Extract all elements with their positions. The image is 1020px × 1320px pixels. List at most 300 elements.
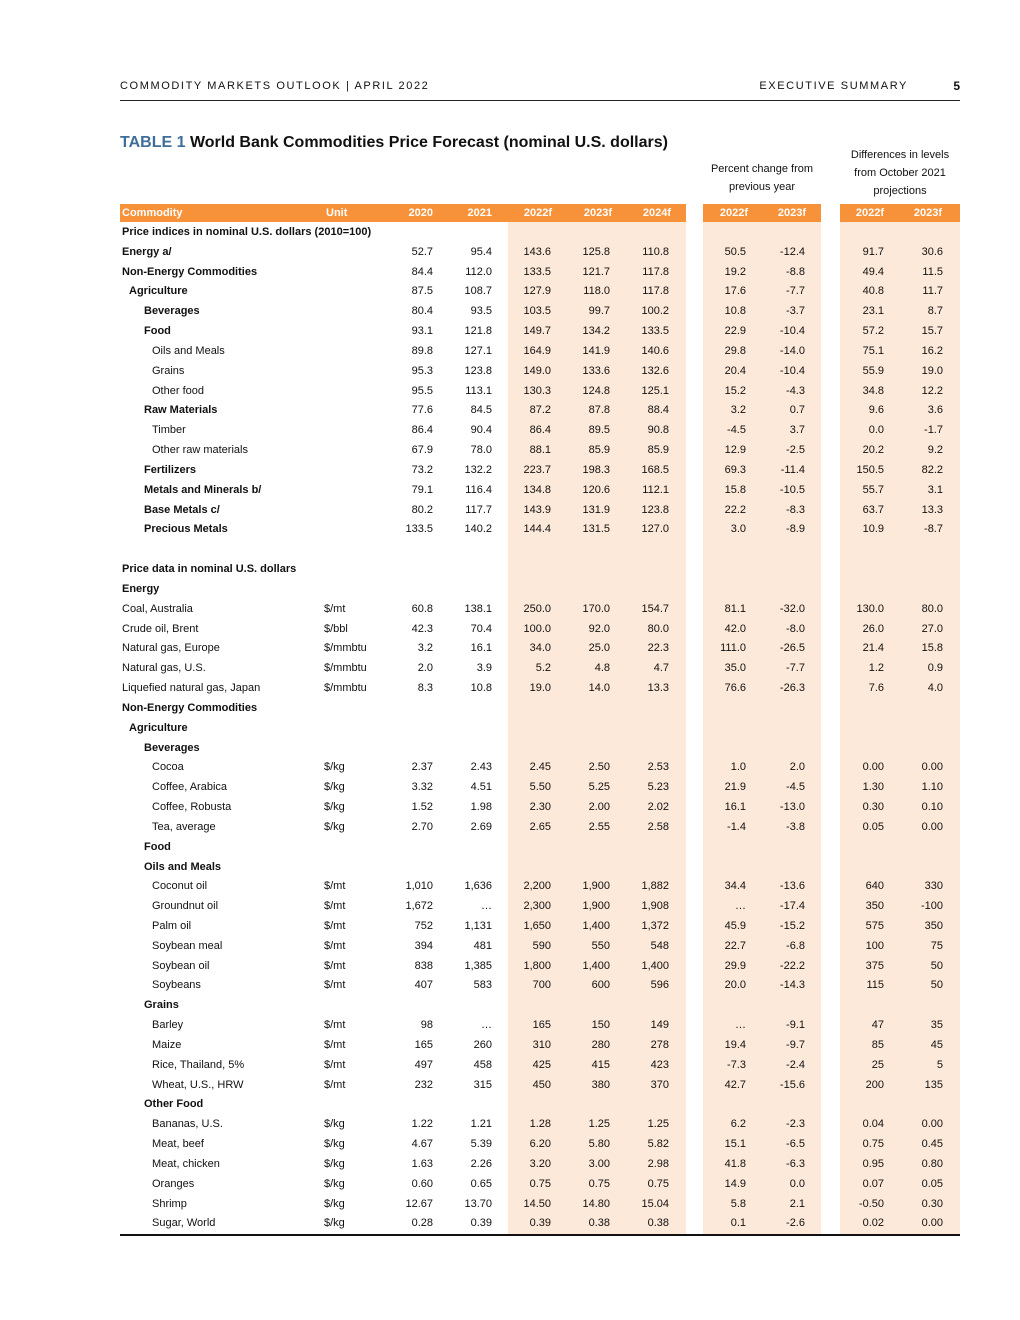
value-cell: 86.4	[529, 424, 551, 437]
value-cell: 85	[871, 1038, 884, 1051]
value-cell: -14.0	[779, 344, 805, 357]
value-cell: 93.1	[411, 325, 433, 338]
value-cell: 2.37	[411, 761, 433, 774]
table-row	[0, 1036, 1020, 1056]
value-cell: 407	[414, 979, 433, 992]
value-cell: -0.50	[858, 1197, 884, 1210]
unit-cell: $/mt	[324, 1019, 346, 1032]
value-cell: 117.7	[465, 503, 492, 516]
commodity-name: Metals and Minerals b/	[144, 483, 262, 496]
value-cell: 3.2	[730, 404, 746, 417]
value-cell: 78.0	[470, 444, 492, 457]
table-row	[0, 818, 1020, 838]
unit-cell: $/mmbtu	[324, 662, 367, 675]
value-cell: -2.3	[786, 1118, 805, 1131]
page-number: 5	[953, 79, 960, 93]
col-header-2023f: 2023f	[583, 207, 612, 219]
value-cell: 50	[930, 959, 943, 972]
value-cell: 0.00	[921, 820, 943, 833]
table-row	[0, 362, 1020, 382]
value-cell: 81.1	[724, 602, 746, 615]
value-cell: 380	[591, 1078, 610, 1091]
value-cell: 100	[865, 939, 884, 952]
value-cell: 85.9	[647, 444, 669, 457]
value-cell: 115	[866, 979, 884, 992]
value-cell: 1,636	[464, 880, 492, 893]
value-cell: 165	[532, 1019, 551, 1032]
value-cell: 67.9	[411, 444, 433, 457]
value-cell: 1.10	[921, 781, 943, 794]
value-cell: -13.0	[779, 801, 805, 814]
value-cell: 95.5	[411, 384, 433, 397]
value-cell: 132.2	[464, 463, 492, 476]
table-row	[0, 897, 1020, 917]
value-cell: 5	[936, 1058, 943, 1071]
value-cell: 232	[414, 1078, 433, 1091]
value-cell: 198.3	[582, 463, 610, 476]
value-cell: 93.5	[470, 305, 492, 318]
commodity-name: Precious Metals	[144, 523, 228, 536]
value-cell: 19.4	[724, 1038, 746, 1051]
table-row	[0, 957, 1020, 977]
value-cell: 1.52	[411, 801, 433, 814]
value-cell: 52.7	[411, 245, 433, 258]
value-cell: 10.8	[470, 682, 492, 695]
value-cell: 75	[930, 939, 943, 952]
value-cell: 125.1	[641, 384, 669, 397]
value-cell: 2.58	[647, 820, 669, 833]
value-cell: 135	[924, 1078, 943, 1091]
value-cell: 0.0	[789, 1177, 805, 1190]
value-cell: 278	[650, 1038, 669, 1051]
value-cell: 0.45	[921, 1138, 943, 1151]
value-cell: 130.0	[856, 602, 884, 615]
value-cell: …	[481, 900, 492, 913]
value-cell: -8.9	[786, 523, 805, 536]
value-cell: 1.21	[470, 1118, 492, 1131]
value-cell: 15.04	[641, 1197, 669, 1210]
value-cell: 2.43	[470, 761, 492, 774]
table-row	[0, 1056, 1020, 1076]
value-cell: 2.53	[647, 761, 669, 774]
value-cell: 1.2	[868, 662, 884, 675]
value-cell: 121.7	[582, 265, 610, 278]
value-cell: 144.4	[523, 523, 551, 536]
value-cell: 590	[532, 939, 551, 952]
value-cell: 87.2	[529, 404, 551, 417]
value-cell: 87.5	[411, 285, 433, 298]
unit-cell: $/mt	[324, 900, 346, 913]
unit-cell: $/mt	[324, 602, 346, 615]
value-cell: 3.9	[476, 662, 492, 675]
value-cell: 375	[865, 959, 884, 972]
value-cell: -2.6	[786, 1217, 805, 1230]
value-cell: 11.5	[922, 265, 943, 278]
value-cell: 7.6	[868, 682, 884, 695]
table-row	[0, 1195, 1020, 1215]
value-cell: 0.28	[411, 1217, 433, 1230]
value-cell: 3.6	[927, 404, 943, 417]
value-cell: 223.7	[523, 463, 551, 476]
value-cell: -7.7	[786, 662, 805, 675]
value-cell: 89.5	[588, 424, 610, 437]
value-cell: 4.0	[927, 682, 943, 695]
value-cell: 5.25	[588, 781, 610, 794]
value-cell: 0.95	[862, 1157, 884, 1170]
value-cell: 165	[414, 1038, 433, 1051]
commodity-name: Meat, chicken	[152, 1157, 220, 1170]
table-row	[0, 877, 1020, 897]
value-cell: 0.04	[862, 1118, 884, 1131]
value-cell: 132.6	[641, 364, 669, 377]
value-cell: 0.38	[588, 1217, 610, 1230]
value-cell: 350	[924, 919, 943, 932]
value-cell: -4.5	[727, 424, 746, 437]
col-header-commodity: Commodity	[122, 207, 183, 219]
value-cell: 0.05	[862, 820, 884, 833]
value-cell: 154.7	[641, 602, 669, 615]
value-cell: 90.4	[470, 424, 492, 437]
value-cell: 34.0	[529, 642, 551, 655]
value-cell: 57.2	[862, 325, 884, 338]
value-cell: 0.65	[470, 1177, 492, 1190]
value-cell: 1.0	[730, 761, 746, 774]
commodity-name: Shrimp	[152, 1197, 187, 1210]
value-cell: 497	[414, 1058, 433, 1071]
value-cell: 1.63	[411, 1157, 433, 1170]
col-header-2020: 2020	[408, 207, 433, 219]
value-cell: 123.8	[464, 364, 492, 377]
value-cell: 752	[414, 919, 433, 932]
value-cell: 0.00	[921, 1118, 943, 1131]
value-cell: 69.3	[724, 463, 746, 476]
value-cell: 100.2	[641, 305, 669, 318]
value-cell: 20.0	[724, 979, 746, 992]
value-cell: 1,908	[641, 900, 669, 913]
value-cell: 0.75	[862, 1138, 884, 1151]
commodity-name: Coconut oil	[152, 880, 208, 893]
table-row	[0, 580, 1020, 600]
value-cell: 0.39	[470, 1217, 492, 1230]
unit-cell: $/kg	[324, 1138, 345, 1151]
value-cell: 149	[650, 1019, 669, 1032]
value-cell: 116.4	[465, 483, 492, 496]
commodity-name: Agriculture	[129, 721, 188, 734]
value-cell: 1,800	[523, 959, 551, 972]
value-cell: 13.3	[921, 503, 943, 516]
value-cell: 95.3	[411, 364, 433, 377]
commodity-name: Soybeans	[152, 979, 201, 992]
value-cell: 1.25	[647, 1118, 669, 1131]
value-cell: 140.6	[641, 344, 669, 357]
value-cell: 118.0	[583, 285, 610, 298]
value-cell: 310	[532, 1038, 551, 1051]
value-cell: …	[735, 900, 746, 913]
value-cell: 117.8	[642, 285, 669, 298]
value-cell: 2.02	[647, 801, 669, 814]
value-cell: 1.25	[588, 1118, 610, 1131]
unit-cell: $/mmbtu	[324, 642, 367, 655]
value-cell: -7.7	[786, 285, 805, 298]
value-cell: 16.1	[470, 642, 492, 655]
value-cell: 550	[591, 939, 610, 952]
commodity-name: Fertilizers	[144, 463, 196, 476]
value-cell: …	[735, 1019, 746, 1032]
table-row	[0, 719, 1020, 739]
value-cell: 73.2	[411, 463, 433, 476]
value-cell: -15.6	[779, 1078, 805, 1091]
value-cell: 84.4	[411, 265, 433, 278]
table-row	[0, 937, 1020, 957]
value-cell: 80.0	[921, 602, 943, 615]
value-cell: 92.0	[588, 622, 610, 635]
value-cell: 84.5	[470, 404, 492, 417]
unit-cell: $/mt	[324, 959, 346, 972]
value-cell: 0.39	[529, 1217, 551, 1230]
value-cell: 20.4	[724, 364, 746, 377]
unit-cell: $/kg	[324, 1177, 345, 1190]
table-body	[0, 223, 1020, 1234]
value-cell: 1,400	[582, 919, 610, 932]
commodity-name: Meat, beef	[152, 1138, 204, 1151]
value-cell: 88.4	[647, 404, 669, 417]
value-cell: 1,882	[641, 880, 669, 893]
table-row	[0, 421, 1020, 441]
commodity-name: Liquefied natural gas, Japan	[122, 682, 261, 695]
commodity-name: Bananas, U.S.	[152, 1118, 223, 1131]
value-cell: 42.3	[411, 622, 433, 635]
commodity-name: Sugar, World	[152, 1217, 216, 1230]
value-cell: 133.6	[582, 364, 610, 377]
value-cell: 0.75	[647, 1177, 669, 1190]
table-row	[0, 1155, 1020, 1175]
value-cell: 133.5	[405, 523, 433, 536]
value-cell: 141.9	[582, 344, 610, 357]
value-cell: 10.8	[724, 305, 746, 318]
commodity-name: Beverages	[144, 305, 200, 318]
value-cell: 127.0	[641, 523, 669, 536]
value-cell: 88.1	[529, 444, 551, 457]
value-cell: 130.3	[523, 384, 551, 397]
unit-cell: $/kg	[324, 761, 345, 774]
table-row	[0, 838, 1020, 858]
value-cell: 450	[532, 1078, 551, 1091]
unit-cell: $/mt	[324, 880, 346, 893]
value-cell: 5.50	[529, 781, 551, 794]
value-cell: 2.55	[588, 820, 610, 833]
value-cell: 9.6	[868, 404, 884, 417]
value-cell: 29.8	[724, 344, 746, 357]
table-row	[0, 560, 1020, 580]
value-cell: 425	[532, 1058, 551, 1071]
value-cell: 150.5	[856, 463, 884, 476]
value-cell: 15.8	[921, 642, 943, 655]
value-cell: 112.1	[642, 483, 669, 496]
commodity-name: Soybean meal	[152, 939, 223, 952]
commodity-name: Palm oil	[152, 919, 192, 932]
table-row	[0, 441, 1020, 461]
value-cell: 8.3	[417, 682, 433, 695]
value-cell: 133.5	[523, 265, 551, 278]
value-cell: …	[481, 1019, 492, 1032]
value-cell: 15.8	[724, 483, 746, 496]
value-cell: 117.8	[642, 265, 669, 278]
value-cell: 20.2	[862, 444, 884, 457]
commodity-name: Coffee, Robusta	[152, 801, 232, 814]
value-cell: -4.3	[786, 384, 805, 397]
value-cell: 600	[591, 979, 610, 992]
table-row	[0, 223, 1020, 243]
commodity-name: Groundnut oil	[152, 900, 219, 913]
table-row	[0, 461, 1020, 481]
value-cell: 85.9	[588, 444, 610, 457]
value-cell: 164.9	[523, 344, 551, 357]
value-cell: 121.8	[464, 325, 492, 338]
value-cell: 0.38	[647, 1217, 669, 1230]
commodity-name: Natural gas, Europe	[122, 642, 220, 655]
value-cell: 22.7	[724, 939, 746, 952]
table-row	[0, 1095, 1020, 1115]
value-cell: 5.8	[730, 1197, 746, 1210]
value-cell: 112.0	[465, 265, 492, 278]
value-cell: 35	[930, 1019, 943, 1032]
commodity-name: Other Food	[144, 1098, 204, 1111]
value-cell: -10.5	[779, 483, 805, 496]
commodity-name: Price data in nominal U.S. dollars	[122, 563, 297, 576]
value-cell: 19.0	[529, 682, 551, 695]
commodity-name: Soybean oil	[152, 959, 210, 972]
value-cell: 575	[865, 919, 884, 932]
value-cell: 23.1	[862, 305, 884, 318]
value-cell: 70.4	[470, 622, 492, 635]
col-header-2021: 2021	[467, 207, 492, 219]
value-cell: 3.0	[730, 523, 746, 536]
commodity-name: Crude oil, Brent	[122, 622, 199, 635]
value-cell: 110.8	[642, 245, 669, 258]
value-cell: 90.8	[647, 424, 669, 437]
table-label: TABLE 1	[120, 134, 186, 151]
value-cell: 143.6	[523, 245, 551, 258]
commodity-name: Maize	[152, 1038, 182, 1051]
value-cell: -2.4	[786, 1058, 805, 1071]
commodity-name: Other raw materials	[152, 444, 248, 457]
value-cell: 22.3	[647, 642, 669, 655]
table-row	[0, 1214, 1020, 1234]
table-row	[0, 976, 1020, 996]
value-cell: 12.9	[724, 444, 746, 457]
value-cell: 42.0	[724, 622, 746, 635]
value-cell: 170.0	[582, 602, 610, 615]
value-cell: 350	[865, 900, 884, 913]
value-cell: 111.0	[720, 642, 746, 655]
table-row	[0, 540, 1020, 560]
value-cell: 100.0	[523, 622, 551, 635]
table-row	[0, 342, 1020, 362]
value-cell: 27.0	[921, 622, 943, 635]
value-cell: 87.8	[588, 404, 610, 417]
unit-cell: $/kg	[324, 801, 345, 814]
value-cell: 0.00	[921, 1217, 943, 1230]
table-row	[0, 778, 1020, 798]
col-header-2022f: 2022f	[523, 207, 552, 219]
value-cell: 6.2	[730, 1118, 746, 1131]
table-title	[120, 134, 668, 152]
table-row	[0, 481, 1020, 501]
value-cell: 8.7	[927, 305, 943, 318]
value-cell: 1,385	[464, 959, 492, 972]
value-cell: 89.8	[411, 344, 433, 357]
value-cell: 5.23	[647, 781, 669, 794]
value-cell: 3.7	[789, 424, 805, 437]
value-cell: 1,650	[523, 919, 551, 932]
value-cell: 17.6	[724, 285, 746, 298]
table-row	[0, 263, 1020, 283]
value-cell: 1,131	[464, 919, 492, 932]
value-cell: -10.4	[779, 325, 805, 338]
commodity-name: Raw Materials	[144, 404, 218, 417]
col-header-diff-2023f: 2023f	[913, 207, 942, 219]
value-cell: 2.45	[529, 761, 551, 774]
value-cell: 34.4	[724, 880, 746, 893]
value-cell: 45.9	[724, 919, 746, 932]
value-cell: 250.0	[523, 602, 551, 615]
value-cell: 2.0	[417, 662, 433, 675]
value-cell: 120.6	[582, 483, 610, 496]
value-cell: 55.7	[862, 483, 884, 496]
commodity-name: Oils and Meals	[152, 344, 225, 357]
value-cell: 1,400	[582, 959, 610, 972]
value-cell: 0.02	[862, 1217, 884, 1230]
value-cell: 583	[473, 979, 492, 992]
publication-title: COMMODITY MARKETS OUTLOOK | APRIL 2022	[120, 80, 430, 92]
table-row	[0, 739, 1020, 759]
value-cell: 86.4	[411, 424, 433, 437]
table-row	[0, 996, 1020, 1016]
value-cell: 4.67	[411, 1138, 433, 1151]
value-cell: 2.1	[789, 1197, 805, 1210]
table-row	[0, 1016, 1020, 1036]
value-cell: 1,900	[582, 880, 610, 893]
commodity-name: Cocoa	[152, 761, 184, 774]
value-cell: 47	[871, 1019, 884, 1032]
value-cell: 22.9	[724, 325, 746, 338]
unit-cell: $/kg	[324, 1197, 345, 1210]
value-cell: 80.0	[647, 622, 669, 635]
value-cell: 423	[650, 1058, 669, 1071]
value-cell: 3.00	[588, 1157, 610, 1170]
value-cell: 13.3	[647, 682, 669, 695]
value-cell: 0.00	[862, 761, 884, 774]
unit-cell: $/mmbtu	[324, 682, 367, 695]
table-row	[0, 243, 1020, 263]
value-cell: 25	[871, 1058, 884, 1071]
value-cell: 127.1	[464, 344, 492, 357]
table-row	[0, 1135, 1020, 1155]
value-cell: 2.30	[529, 801, 551, 814]
value-cell: 15.2	[724, 384, 746, 397]
value-cell: 0.30	[921, 1197, 943, 1210]
value-cell: 50	[930, 979, 943, 992]
value-cell: 330	[924, 880, 943, 893]
value-cell: 640	[865, 880, 884, 893]
value-cell: -3.8	[786, 820, 805, 833]
table-row	[0, 322, 1020, 342]
value-cell: 0.1	[730, 1217, 746, 1230]
value-cell: 3.20	[529, 1157, 551, 1170]
value-cell: 19.2	[724, 265, 746, 278]
value-cell: 11.7	[922, 285, 943, 298]
value-cell: 260	[473, 1038, 492, 1051]
